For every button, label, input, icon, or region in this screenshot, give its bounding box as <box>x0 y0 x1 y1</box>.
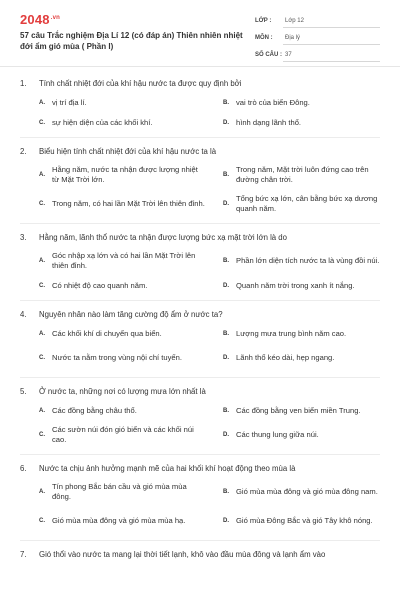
option-letter: C. <box>39 432 45 438</box>
question-number: 2. <box>20 147 27 156</box>
question-body: Ở nước ta, những nơi có lượng mưa lớn nhất là <box>39 387 206 396</box>
option-text: Hằng năm, nước ta nhận được lượng nhiệt từ Mặt Trời lớn. <box>52 165 198 184</box>
question-text <box>20 232 380 243</box>
answer-option-d[interactable] <box>223 508 397 534</box>
option-text: Gió mùa mùa đông và gió mùa mùa hạ. <box>52 516 186 525</box>
option-letter: D. <box>223 518 229 524</box>
answer-option-c[interactable] <box>39 114 213 131</box>
option-text: Góc nhập xạ lớn và có hai lần Mặt Trời lên thiên đỉnh. <box>52 251 196 270</box>
question-number: 7. <box>20 550 27 559</box>
answer-option-d[interactable] <box>223 345 397 371</box>
option-text: Trong năm, Mặt trời luôn đứng cao trên đường chân trời. <box>236 165 369 184</box>
option-letter: D. <box>223 355 229 361</box>
question-number: 4. <box>20 310 27 319</box>
meta-row-class <box>255 14 380 28</box>
answer-options <box>20 248 380 294</box>
meta-value: Địa lý <box>283 32 380 45</box>
question-body: Nước ta chịu ảnh hưởng mạnh mẽ của hai khối khí hoạt động theo mùa là <box>39 464 296 473</box>
document-meta <box>255 14 380 65</box>
question-body: Hằng năm, lãnh thổ nước ta nhận được lượng bức xạ mặt trời lớn là do <box>39 233 287 242</box>
question-2 <box>20 146 380 224</box>
question-text <box>20 78 380 89</box>
option-text: Lượng mưa trung bình năm cao. <box>236 328 347 338</box>
option-text: Các đồng bằng châu thổ. <box>52 405 137 415</box>
meta-label: SỐ CÂU : <box>255 52 282 58</box>
answer-option-b[interactable] <box>223 162 397 188</box>
option-text: vị trí địa lí. <box>52 97 87 107</box>
option-text: hình dạng lãnh thổ. <box>236 117 302 127</box>
answer-option-a[interactable] <box>39 402 213 419</box>
meta-row-count <box>255 48 380 62</box>
question-number: 5. <box>20 387 27 396</box>
question-number: 3. <box>20 233 27 242</box>
document-title: 57 câu Trắc nghiệm Địa Lí 12 (có đáp án) Thiên nhiên nhiệt đới ẩm gió mùa ( Phần I) <box>20 31 243 51</box>
option-text: Gió mùa mùa đông và gió mùa đông nam. <box>236 487 378 496</box>
option-letter: C. <box>39 282 45 289</box>
logo-text: 2048 <box>20 12 50 27</box>
option-text: sự hiện diện của các khối khí. <box>52 117 153 127</box>
question-4 <box>20 309 380 378</box>
answer-option-c[interactable] <box>39 422 213 448</box>
question-text <box>20 386 380 397</box>
meta-value: Lớp 12 <box>283 15 380 28</box>
answer-option-a[interactable] <box>39 325 213 342</box>
question-divider <box>20 540 380 541</box>
answer-option-d[interactable] <box>223 191 397 217</box>
answer-option-b[interactable] <box>223 402 397 419</box>
answer-option-d[interactable] <box>223 422 397 448</box>
answer-option-d[interactable] <box>223 277 397 294</box>
answer-options <box>20 402 380 448</box>
question-text <box>20 549 380 560</box>
question-body: Gió thổi vào nước ta mang lại thời tiết lạnh, khô vào đầu mùa đông và lạnh ẩm vào <box>39 550 326 559</box>
answer-option-a[interactable] <box>39 248 213 274</box>
option-letter: D. <box>223 282 229 289</box>
answer-option-b[interactable] <box>223 94 397 111</box>
logo-suffix: .vn <box>50 14 61 21</box>
question-divider <box>20 454 380 455</box>
option-letter: C. <box>39 119 45 126</box>
question-5 <box>20 386 380 455</box>
question-text <box>20 309 380 320</box>
answer-option-c[interactable] <box>39 508 213 534</box>
option-letter: A. <box>39 407 45 414</box>
option-text: Nước ta nằm trong vùng nội chí tuyến. <box>52 353 182 362</box>
option-text: Có nhiệt độ cao quanh năm. <box>52 280 148 290</box>
option-text: Trong năm, có hai lần Mặt Trời lên thiên đỉnh. <box>52 199 205 208</box>
meta-label: LỚP : <box>255 18 272 24</box>
question-body: Biểu hiện tính chất nhiệt đới của khí hậu nước ta là <box>39 147 217 156</box>
option-letter: D. <box>223 432 229 438</box>
question-text <box>20 463 380 474</box>
answer-option-a[interactable] <box>39 162 213 188</box>
option-letter: B. <box>223 172 229 178</box>
question-6 <box>20 463 380 541</box>
option-letter: A. <box>39 258 45 264</box>
answer-options <box>20 94 380 131</box>
option-letter: D. <box>223 201 229 207</box>
question-divider <box>20 137 380 138</box>
answer-options <box>20 325 380 371</box>
answer-option-c[interactable] <box>39 345 213 371</box>
option-letter: B. <box>223 489 229 495</box>
option-letter: C. <box>39 355 45 361</box>
question-number: 1. <box>20 79 27 88</box>
option-text: Các thung lung giữa núi. <box>236 430 319 439</box>
answer-options <box>20 162 380 217</box>
option-letter: A. <box>39 489 45 495</box>
answer-option-b[interactable] <box>223 325 397 342</box>
answer-option-b[interactable] <box>223 479 397 505</box>
option-text: Các đồng bằng ven biển miền Trung. <box>236 405 361 415</box>
option-text: Lãnh thổ kéo dài, hẹp ngang. <box>236 353 335 362</box>
document-header <box>0 0 400 70</box>
question-body: Tính chất nhiệt đới của khí hậu nước ta được quy định bởi <box>39 79 242 88</box>
option-text: Tổng bức xạ lớn, cân bằng bức xạ dương quanh năm. <box>236 194 378 213</box>
question-divider <box>20 377 380 378</box>
option-text: Tín phong Bắc bán cầu và gió mùa mùa đông. <box>52 482 187 501</box>
answer-option-b[interactable] <box>223 248 397 274</box>
meta-value: 37 <box>283 49 380 62</box>
option-letter: C. <box>39 518 45 524</box>
question-text <box>20 146 380 157</box>
option-text: Quanh năm trời trong xanh ít nắng. <box>236 280 355 290</box>
question-number: 6. <box>20 464 27 473</box>
question-3 <box>20 232 380 301</box>
answer-option-c[interactable] <box>39 277 213 294</box>
answer-option-c[interactable] <box>39 191 213 217</box>
option-letter: B. <box>223 330 229 337</box>
option-letter: A. <box>39 330 45 337</box>
option-text: Các khối khí di chuyển qua biển. <box>52 328 162 338</box>
option-text: Gió mùa Đông Bắc và gió Tây khô nóng. <box>236 516 373 525</box>
option-letter: B. <box>223 258 229 264</box>
option-letter: B. <box>223 99 229 106</box>
answer-option-a[interactable] <box>39 94 213 111</box>
question-7 <box>20 549 380 560</box>
question-1 <box>20 78 380 138</box>
site-logo[interactable] <box>20 12 60 27</box>
question-divider <box>20 223 380 224</box>
option-letter: A. <box>39 99 45 106</box>
option-text: vai trò của biển Đông. <box>236 97 310 107</box>
answer-option-a[interactable] <box>39 479 213 505</box>
answer-options <box>20 479 380 534</box>
option-letter: C. <box>39 201 45 207</box>
option-text: Phần lớn diện tích nước ta là vùng đồi núi. <box>236 256 380 265</box>
question-body: Nguyên nhân nào làm tăng cường độ ẩm ở nước ta? <box>39 310 223 319</box>
meta-row-subject <box>255 31 380 45</box>
option-letter: B. <box>223 407 229 414</box>
option-letter: A. <box>39 172 45 178</box>
header-divider <box>0 66 400 67</box>
option-letter: D. <box>223 119 229 126</box>
answer-option-d[interactable] <box>223 114 397 131</box>
question-list <box>20 78 380 568</box>
meta-label: MÔN : <box>255 35 273 41</box>
option-text: Các sườn núi đón gió biển và các khối núi cao. <box>52 425 194 444</box>
question-divider <box>20 300 380 301</box>
